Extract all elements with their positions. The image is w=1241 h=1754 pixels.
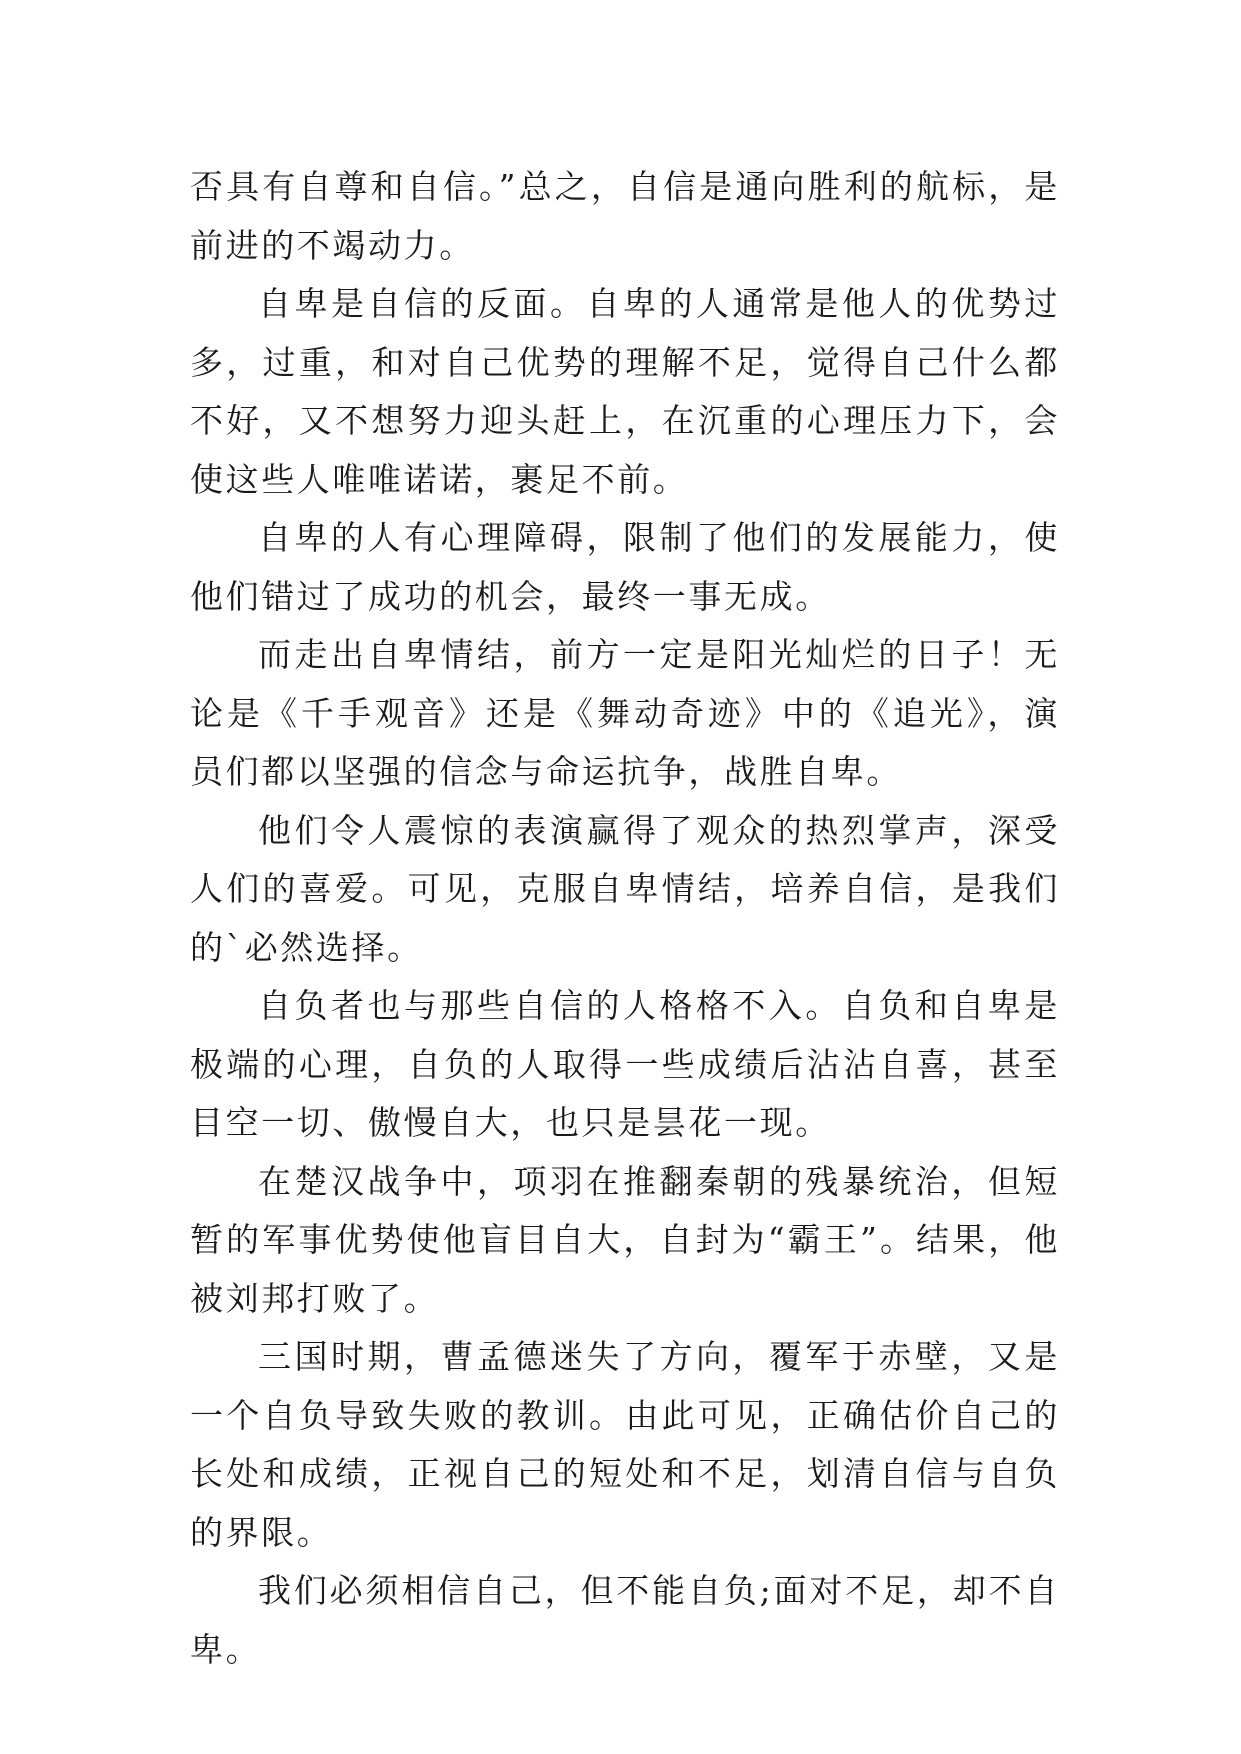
paragraph-3: 自卑的人有心理障碍，限制了他们的发展能力，使他们错过了成功的机会，最终一事无成。 xyxy=(190,518,1060,616)
paragraph-9: 我们必须相信自己，但不能自负;面对不足，却不自卑。 xyxy=(190,1571,1060,1669)
paragraph-7: 在楚汉战争中，项羽在推翻秦朝的残暴统治，但短暂的军事优势使他盲目自大，自封为“霸王”。结果，他被刘邦打败了。 xyxy=(190,1161,1060,1318)
paragraph-5: 他们令人震惊的表演赢得了观众的热烈掌声，深受人们的喜爱。可见，克服自卑情结，培养自信，是我们的`必然选择。 xyxy=(190,810,1060,967)
document-body xyxy=(190,158,1060,1679)
paragraph-6: 自负者也与那些自信的人格格不入。自负和自卑是极端的心理，自负的人取得一些成绩后沾沾自喜，甚至目空一切、傲慢自大，也只是昙花一现。 xyxy=(190,986,1060,1142)
paragraph-2: 自卑是自信的反面。自卑的人通常是他人的优势过多，过重，和对自己优势的理解不足，觉得自己什么都不好，又不想努力迎头赶上，在沉重的心理压力下，会使这些人唯唯诺诺，裹足不前。 xyxy=(190,284,1060,499)
paragraph-4: 而走出自卑情结，前方一定是阳光灿烂的日子！无论是《千手观音》还是《舞动奇迹》中的《追光》，演员们都以坚强的信念与命运抗争，战胜自卑。 xyxy=(190,635,1060,791)
paragraph-8: 三国时期，曹孟德迷失了方向，覆军于赤壁，又是一个自负导致失败的教训。由此可见，正确估价自己的长处和成绩，正视自己的短处和不足，划清自信与自负的界限。 xyxy=(190,1337,1060,1552)
paragraph-1: 否具有自尊和自信。”总之，自信是通向胜利的航标，是前进的不竭动力。 xyxy=(190,167,1060,265)
